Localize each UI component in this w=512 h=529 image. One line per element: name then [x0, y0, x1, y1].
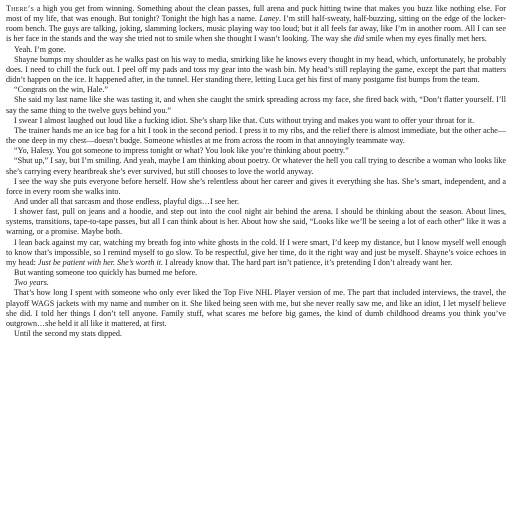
body-paragraph [6, 55, 506, 85]
body-paragraph [6, 288, 506, 329]
italic-text: Laney [259, 14, 279, 24]
text-run: “Congrats on the win, Hale.” [14, 85, 108, 95]
body-paragraph [6, 156, 506, 176]
text-run: a high you get from winning. Something about the clean passes, full arena and puck hitting twine that makes you buzz like nothing else. For most of my life, that was enough. But tonight? Tonight the high has a name. [6, 4, 506, 24]
text-run: smile when my eyes finally met hers. [364, 34, 487, 44]
body-paragraph [6, 85, 506, 95]
body-paragraph [6, 95, 506, 115]
text-run: Until the second my stats dipped. [14, 329, 122, 338]
body-paragraph [6, 126, 506, 146]
body-paragraph [6, 146, 506, 156]
text-run: The trainer hands me an ice bag for a hit I took in the second period. I press it to my ribs, and the relief there is almost immediate, but the other ache—the one deep in my chest—doesn’t budge. Someone whistles at me from across the room in that annoyingly teammate way. [6, 125, 506, 146]
italic-text: Two years. [14, 278, 49, 288]
body-paragraph [6, 207, 506, 237]
body-paragraph [6, 177, 506, 197]
body-paragraph [6, 268, 506, 278]
text-run: Shayne bumps my shoulder as he walks past on his way to media, smirking like he knows every thought in my head, which, unfortunately, he probably does. I need to chill the fuck out. I peel off my pads and toss my gear into the wash bin. My head’s still replaying the game, except the part that matters didn’t happen on the ice. It happened after, in the tunnel. Her standing there, letting Luca get his first of many postgame fist bumps from the team. [6, 54, 506, 85]
italic-text: did [353, 34, 365, 44]
text-run: And under all that sarcasm and those endless, playful digs…I see her. [14, 196, 239, 206]
text-run: I lean back against my car, watching my breath fog into white ghosts in the cold. If I were smart, I’d keep my distance, but I know myself well enough to know that’s impossible, so I remind myself to go slow. To be respectful, give her time, do it the right way and just be myself. Shayne’s voice echoes in my head: [6, 237, 506, 267]
text-run: That’s how long I spent with someone who only ever liked the Top Five NHL Player version of me. The part that included interviews, the travel, the playoff WAGS jackets with my name and number on it. She liked being seen with me, but she never really saw me, and like an idiot, I let myself believe she did. I told her things I don’t tell anyone. Family stuff, what scares me before big games, the kind of dumb childhood dreams you think you’ve outgrown…she held it all like it mattered, at first. [6, 288, 506, 328]
body-paragraph [6, 329, 506, 339]
text-run: . I’m still half-sweaty, half-buzzing, sitting on the edge of the locker-room bench. The guys are talking, joking, slamming lockers, music playing way too loud; but it all feels far away, like I’m in another room. All I can see is her face in the stands and the way she tried not to smile when she thought I wasn’t looking. The way she [6, 14, 507, 44]
italic-text: Just be patient with her. She’s worth it. [37, 257, 163, 267]
text-run: “Yo, Halesy. You got someone to impress tonight or what? You look like you’re thinking about poetry.” [14, 146, 349, 156]
body-paragraph [6, 116, 506, 126]
text-run: I swear I almost laughed out loud like a fucking idiot. She’s sharp like that. Cuts without trying and makes you want to offer your throat for it. [14, 115, 475, 125]
text-run: But wanting someone too quickly has burned me before. [14, 268, 198, 278]
text-run: I see the way she puts everyone before herself. How she’s relentless about her career and gives it everything she has. She’s smart, independent, and a force in every room she walks into. [6, 176, 506, 196]
body-paragraph [6, 197, 506, 207]
text-run: I already know that. The hard part isn’t patience, it’s pretending I don’t already want her. [163, 257, 453, 267]
text-run: I shower fast, pull on jeans and a hoodie, and step out into the cool night air behind the arena. I should be thinking about the season. About lines, systems, transitions, tape-to-tape passes, but all I can think about is her. About how she said, “Looks like we’ll be seeing a lot of each other” like it was a warning, or a promise. Maybe both. [6, 207, 506, 237]
body-paragraph [6, 238, 506, 268]
text-run: “Shut up,” I say, but I’m smiling. And yeah, maybe I am thinking about poetry. Or whatever the hell you call trying to describe a woman who looks like she’s carrying every heartbreak she’s ever survived, but still chooses to love the world anyway. [6, 156, 506, 176]
body-paragraph [6, 45, 506, 55]
text-run: Yeah. I’m gone. [14, 44, 66, 54]
small-caps-lead-in: There’s [6, 4, 35, 13]
body-paragraph [6, 278, 506, 288]
opening-paragraph [6, 4, 506, 45]
text-run: She said my last name like she was tasting it, and when she caught the smirk spreading across my face, she fired back with, “Don’t flatter yourself. I’ll say the same thing to the twelve guys behind you.” [6, 95, 506, 115]
